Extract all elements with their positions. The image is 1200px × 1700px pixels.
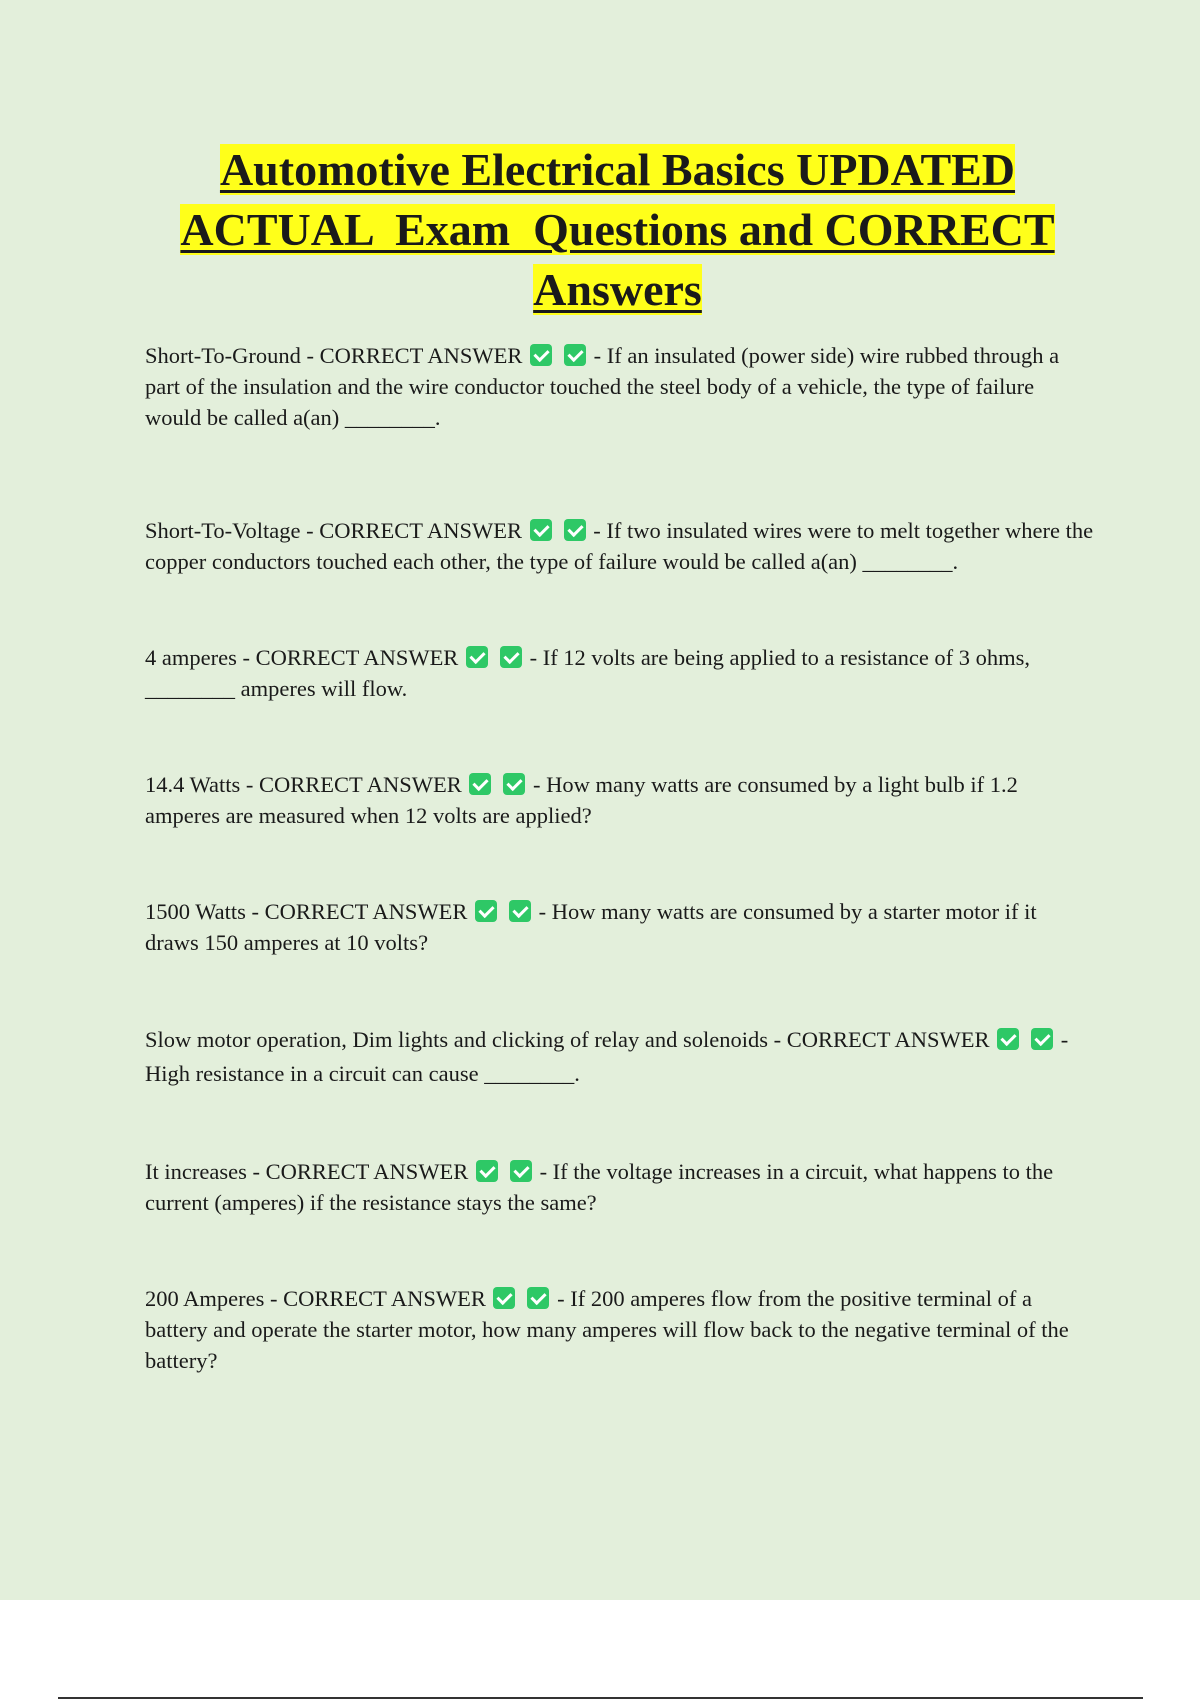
check-box-icon (469, 773, 491, 795)
qa-item-5 (145, 896, 1095, 958)
qa-answer: Short-To-Ground - CORRECT ANSWER (145, 343, 523, 368)
qa-answer: 4 amperes - CORRECT ANSWER (145, 645, 459, 670)
check-box-icon (493, 1287, 515, 1309)
title-line-2: ACTUAL Exam Questions and CORRECT (180, 204, 1055, 255)
check-box-icon (475, 900, 497, 922)
qa-item-2 (145, 515, 1095, 577)
check-box-icon (527, 1287, 549, 1309)
check-box-icon (530, 344, 552, 366)
qa-question: - How many watts are consumed by a light bulb if 1.2 amperes are measured when 12 volts are applied? (145, 772, 1018, 828)
qa-question: - How many watts are consumed by a starter motor if it draws 150 amperes at 10 volts? (145, 899, 1037, 955)
check-box-icon (503, 773, 525, 795)
qa-answer: It increases - CORRECT ANSWER (145, 1159, 469, 1184)
qa-answer: Slow motor operation, Dim lights and clicking of relay and solenoids - CORRECT ANSWER (145, 1027, 990, 1052)
qa-question: - High resistance in a circuit can cause ________. (145, 1027, 1069, 1086)
qa-answer: 1500 Watts - CORRECT ANSWER (145, 899, 468, 924)
check-box-icon (1031, 1028, 1053, 1050)
qa-item-8 (145, 1283, 1095, 1376)
check-box-icon (466, 646, 488, 668)
check-box-icon (509, 900, 531, 922)
qa-item-1 (145, 340, 1095, 433)
qa-answer: 200 Amperes - CORRECT ANSWER (145, 1286, 486, 1311)
qa-item-6 (145, 1023, 1095, 1091)
footer-divider (58, 1697, 1143, 1699)
qa-question: - If two insulated wires were to melt together where the copper conductors touched each other, the type of failure would be called a(an) ________. (145, 518, 1094, 574)
qa-answer: Short-To-Voltage - CORRECT ANSWER (145, 518, 522, 543)
document-title (100, 140, 1135, 320)
check-box-icon (997, 1028, 1019, 1050)
check-box-icon (476, 1160, 498, 1182)
qa-question: - If 12 volts are being applied to a resistance of 3 ohms, ________ amperes will flow. (145, 645, 1031, 701)
qa-item-3 (145, 642, 1095, 704)
check-box-icon (500, 646, 522, 668)
title-line-3: Answers (533, 264, 702, 315)
qa-question: - If the voltage increases in a circuit, what happens to the current (amperes) if the resistance stays the same? (145, 1159, 1054, 1215)
qa-item-4 (145, 769, 1095, 831)
qa-answer: 14.4 Watts - CORRECT ANSWER (145, 772, 462, 797)
qa-question: - If an insulated (power side) wire rubbed through a part of the insulation and the wire conductor touched the steel body of a vehicle, the type of failure would be called a(an) ________. (145, 343, 1060, 430)
check-box-icon (564, 344, 586, 366)
qa-question: - If 200 amperes flow from the positive terminal of a battery and operate the starter motor, how many amperes will flow back to the negative terminal of the battery? (145, 1286, 1069, 1373)
qa-list (145, 340, 1095, 1376)
check-box-icon (564, 519, 586, 541)
qa-item-7 (145, 1156, 1095, 1218)
check-box-icon (530, 519, 552, 541)
check-box-icon (510, 1160, 532, 1182)
title-line-1: Automotive Electrical Basics UPDATED (219, 144, 1016, 195)
